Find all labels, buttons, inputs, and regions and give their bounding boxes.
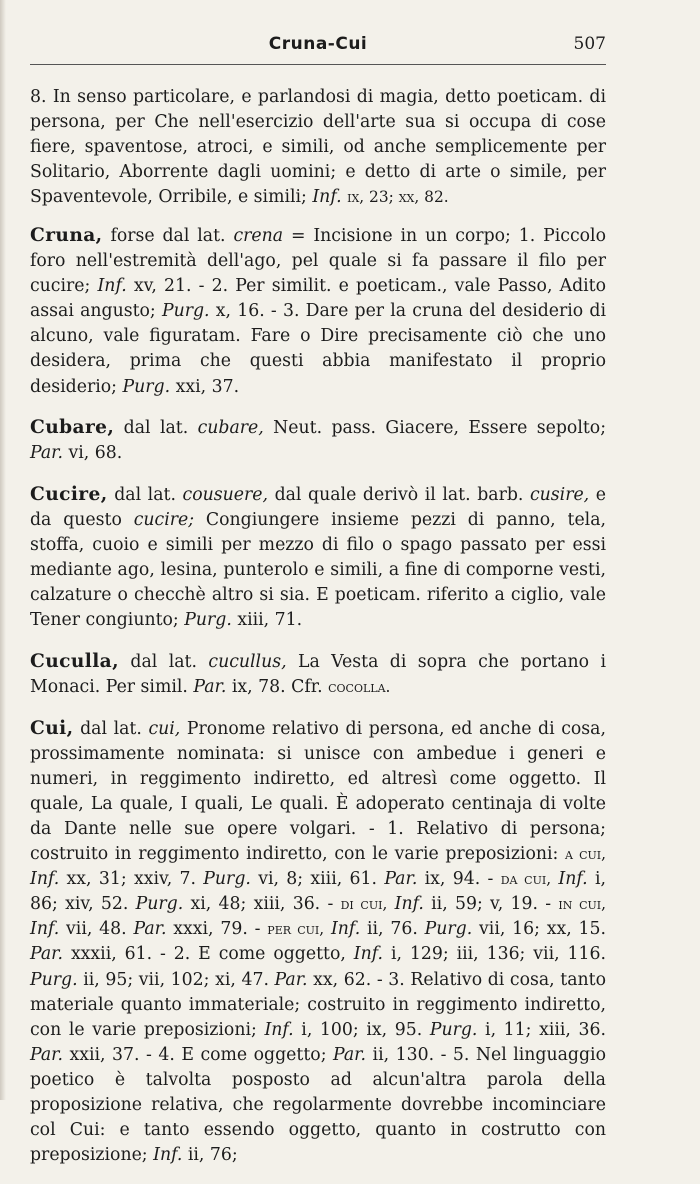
entry-cui: Cui, dal lat. cui, Pronome relativo di persona, ed anche di cosa, prossimamente nominata: si unisce con ambedue i generi e numeri, in reggimento indiretto, ed altresì come oggetto. Il quale, La quale, I quali, Le quali. È adoperato centinaja di volte da Dante nelle sue opere volgari. - 1. Relativo di persona; costruito in reggimento indiretto, con le varie preposizioni: a cui, Inf. xx, 31; xxiv, 7. Purg. vi, 8; xiii, 61. Par. ix, 94. - da cui, Inf. i, 86; xiv, 52. Purg. xi, 48; xiii, 36. - di cui, Inf. ii, 59; v, 19. - in cui, Inf. vii, 48. Par. xxxi, 79. - per cui, Inf. ii, 76. Purg. vii, 16; xx, 15. Par. xxxii, 61. - 2. E come oggetto, Inf. i, 129; iii, 136; vii, 116. Purg. ii, 95; vii, 102; xi, 47. Par. xx, 62. - 3. Relativo di cosa, tanto materiale quanto immateriale; costruito in reggimento indiretto, con le varie preposizioni; Inf. i, 100; ix, 95. Purg. i, 11; xiii, 36. Par. xxii, 37. - 4. E come oggetto; Par. ii, 130. - 5. Nel linguaggio poetico è talvolta posposto ad alcun'altra parola della proposizione relativa, che regolarmente dovrebbe incominciare col Cui: e tanto essendo oggetto, quanto in costrutto con preposizione; Inf. ii, 76; [30, 717, 607, 1166]
entries-body [30, 85, 606, 1168]
running-header [30, 30, 606, 65]
entry-cruna: Cruna, forse dal lat. crena = Incisione in un corpo; 1. Piccolo foro nell'estremità dell'ago, pel quale si fa passare il filo per cucire; Inf. xv, 21. - 2. Per similit. e poeticam., vale Passo, Adito assai angusto; Purg. x, 16. - 3. Dare per la cruna del desiderio di alcuno, vale figuratam. Fare o Dire precisamente ciò che uno desidera, prima che questi abbia manifestato il proprio desiderio; Purg. xxi, 37. [30, 224, 607, 397]
headword: Cuculla, [30, 650, 120, 672]
headword: Cruna, [30, 224, 103, 246]
entry-cuculla: Cuculla, dal lat. cucullus, La Vesta di sopra che portano i Monaci. Per simil. Par. ix, 78. Cfr. cocolla. [30, 650, 606, 697]
headword: Cui, [30, 717, 74, 739]
headword: Cubare, [30, 417, 115, 439]
headword: Cucire, [30, 483, 108, 505]
page-edge-shadow [0, 0, 6, 1100]
entry-continuation: 8. In senso particolare, e parlandosi di magia, detto poeticam. di persona, per Che nell'esercizio dell'arte sua si occupa di cose fiere, spaventose, atroci, e simili, od anche semplicemente per Solitario, Aborrente dagli uomini; e detto di arte o simile, per Spaventevole, Orribile, e simili; Inf. ix, 23; xx, 82. [30, 87, 606, 208]
entry-cucire: Cucire, dal lat. cousuere, dal quale derivò il lat. barb. cusire, e da questo cucire; Congiungere insieme pezzi di panno, tela, stoffa, cuoio e simili per mezzo di filo o spago passato per essi mediante ago, lesina, punterolo e simili, a fine di comporne vesti, calzature o checchè altro si sia. E poeticam. riferito a ciglio, vale Tener congiunto; Purg. xiii, 71. [30, 483, 606, 631]
entry-cubare: Cubare, dal lat. cubare, Neut. pass. Giacere, Essere sepolto; Par. vi, 68. [30, 417, 607, 464]
dictionary-page [30, 30, 606, 1184]
running-title: Cruna-Cui [268, 34, 368, 54]
page-number: 507 [573, 34, 606, 54]
